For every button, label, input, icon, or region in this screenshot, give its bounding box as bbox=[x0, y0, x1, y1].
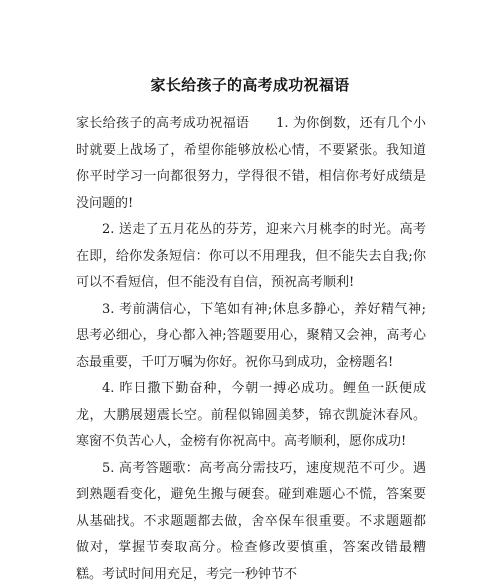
document-title: 家长给孩子的高考成功祝福语 bbox=[0, 74, 500, 95]
paragraph-intro: 家长给孩子的高考成功祝福语 1. 为你倒数，还有几个小时就要上战场了，希望你能够放松心情，不要紧张。我知道你平时学习一向都很努力，学得很不错，相信你考好成绩是没问题的! bbox=[76, 111, 426, 217]
document-body bbox=[76, 111, 426, 588]
paragraph-2: 2. 送走了五月花丛的芬芳，迎来六月桃李的时光。高考在即，给你发条短信：你可以不用理我，但不能失去自我;你可以不看短信，但不能没有自信，预祝高考顺利! bbox=[76, 217, 426, 297]
paragraph-5: 5. 高考答题歌：高考高分需技巧，速度规范不可少。遇到熟题看变化，避免生搬与硬套。碰到难题心不慌，答案要从基础找。不求题题都去做，舍卒保车很重要。不求题题都做对，掌握节奏取高分。检查修改要慎重，答案改错最糟糕。考试时间用充足，考完一秒钟节不 bbox=[76, 456, 426, 588]
paragraph-3: 3. 考前满信心，下笔如有神;休息多静心，养好精气神;思考必细心，身心都入神;答题要用心，聚精又会神，高考心态最重要，千叮万嘱为你好。祝你马到成功，金榜题名! bbox=[76, 297, 426, 377]
paragraph-4: 4. 昨日撒下勤奋种，今朝一搏必成功。鲤鱼一跃便成龙，大鹏展翅震长空。前程似锦圆美梦，锦衣凯旋沐春风。寒窗不负苦心人，金榜有你祝高中。高考顺利，愿你成功! bbox=[76, 376, 426, 456]
